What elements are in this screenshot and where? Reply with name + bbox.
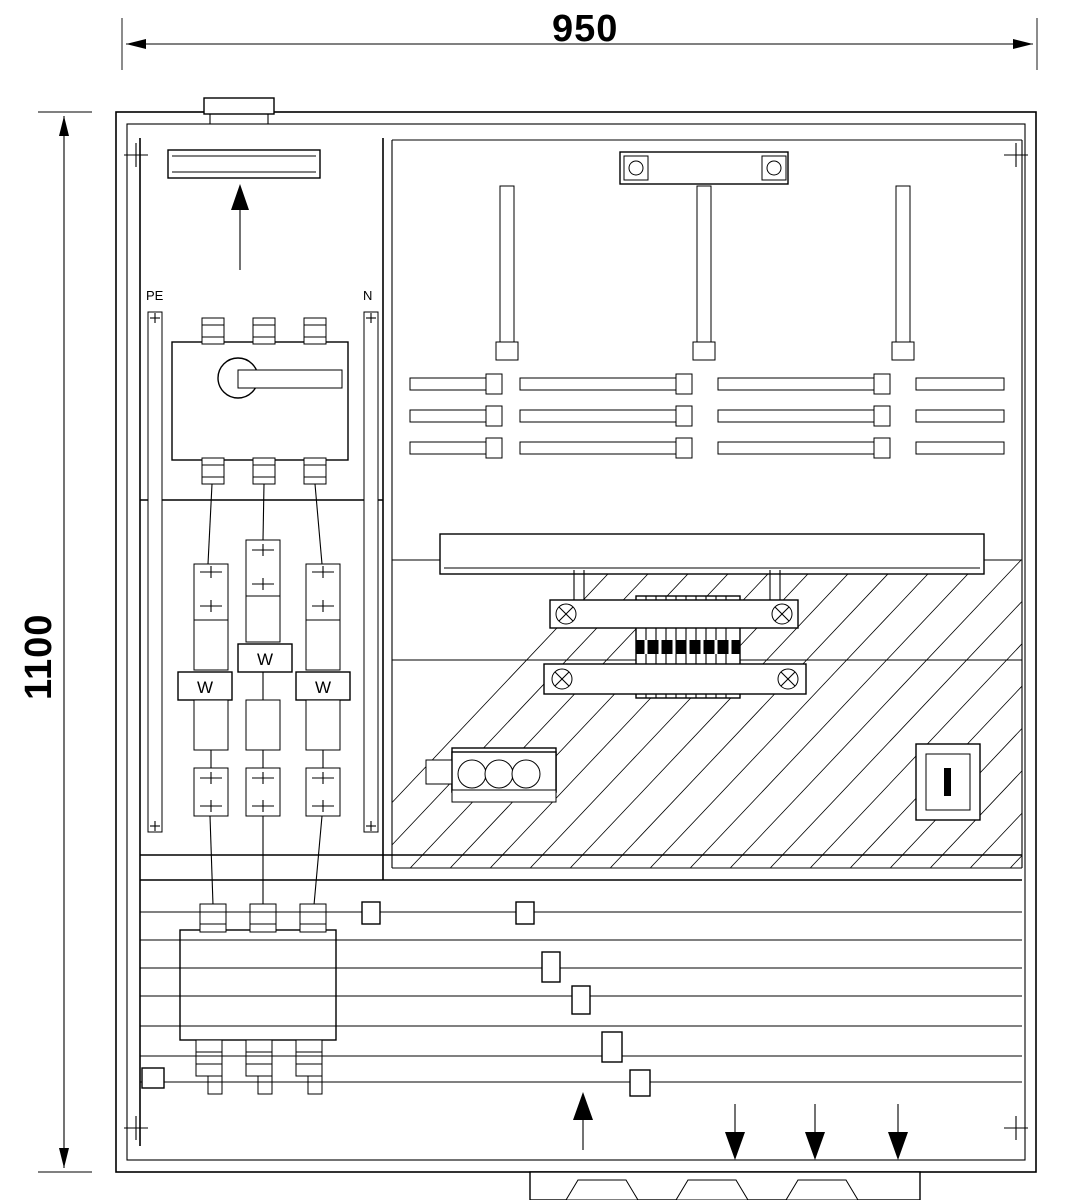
busbar-grid <box>410 374 1004 458</box>
measuring-column-phase-2 <box>238 540 292 816</box>
main-switch-250a <box>172 318 348 484</box>
top-mounting-bracket <box>620 152 788 184</box>
measuring-column-phase-3 <box>296 564 350 816</box>
nh1-fuse-base <box>180 904 336 1094</box>
cable-entry-up-arrow <box>231 184 249 270</box>
n-busbar <box>364 312 378 832</box>
right-square-component <box>916 744 980 820</box>
height-dimension-line <box>38 112 92 1172</box>
incoming-feed-arrow <box>573 1092 593 1150</box>
overall-height-dimension-label: 1100 <box>18 613 60 700</box>
center-component-assembly <box>544 570 806 698</box>
n-busbar-label: N <box>363 288 373 303</box>
cabinet-top-cap <box>204 98 274 124</box>
cabinet-bottom-plinth <box>530 1172 920 1200</box>
svg-text:W: W <box>196 678 214 697</box>
svg-text:W: W <box>314 678 332 697</box>
vertical-droppers <box>496 186 914 360</box>
panel-cover-bar <box>440 534 984 574</box>
measuring-column-phase-1 <box>178 564 232 816</box>
overall-width-dimension-label: 950 <box>552 8 619 50</box>
pe-busbar-label: PE <box>146 288 164 303</box>
width-dimension-line <box>122 18 1037 70</box>
top-cable-entry-plate <box>168 150 320 178</box>
hatched-mounting-panel <box>300 540 1070 900</box>
svg-text:W: W <box>256 650 274 669</box>
three-pole-device <box>426 748 556 802</box>
outgoing-arrows <box>725 1104 908 1160</box>
pe-busbar <box>148 312 162 832</box>
